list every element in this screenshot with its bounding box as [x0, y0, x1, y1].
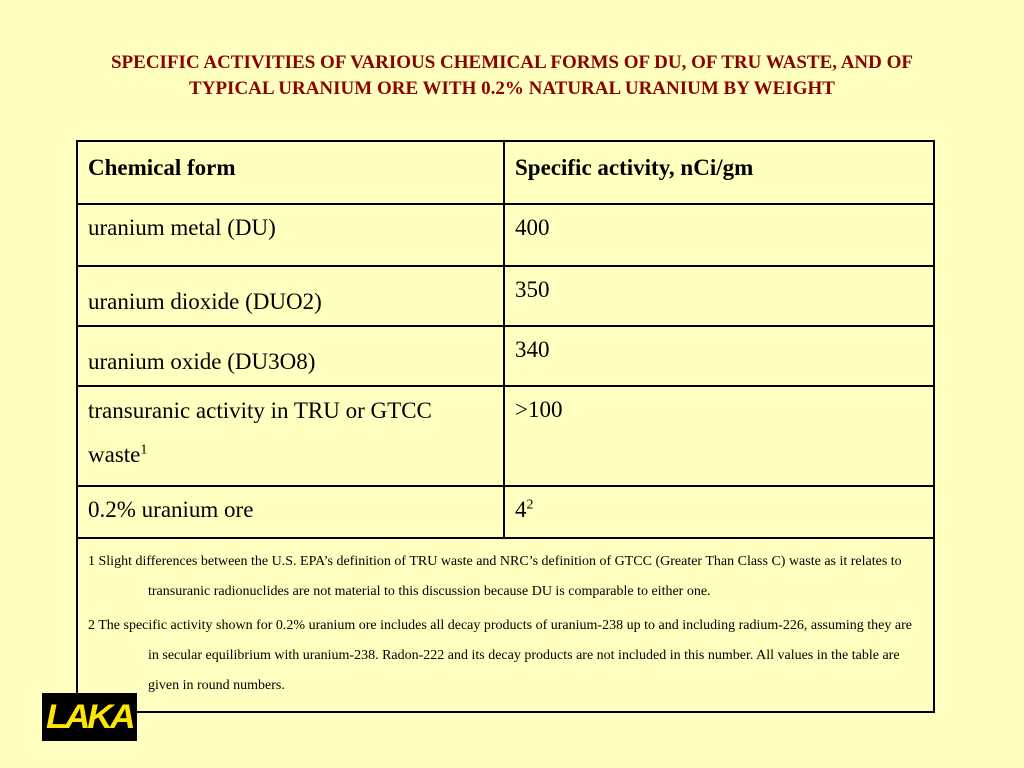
table-row [77, 326, 934, 386]
cell-specific-activity: 350 [504, 266, 934, 326]
cell-specific-activity: >100 [504, 386, 934, 486]
cell-specific-activity [504, 486, 934, 538]
header-chemical-form: Chemical form [77, 141, 504, 204]
table-row [77, 266, 934, 326]
activity-value: 4 [515, 497, 527, 522]
cell-chemical-form: 0.2% uranium ore [77, 486, 504, 538]
laka-logo-text: LAKA [46, 697, 133, 736]
page-title: SPECIFIC ACTIVITIES OF VARIOUS CHEMICAL FORMS OF DU, OF TRU WASTE, AND OF TYPICAL URANIUM ORE WITH 0.2% NATURAL URANIUM BY WEIGHT [110, 52, 913, 99]
table-header-row [77, 141, 934, 204]
notes-cell [77, 538, 934, 712]
table-row [77, 204, 934, 266]
footnote-2: 2 The specific activity shown for 0.2% uranium ore includes all decay products of uranium-238 up to and including radium-226, assuming they are in secular equilibrium with uranium-238. Radon-222 and its decay products are not included in this number. All values in the table are given in round numbers. [88, 618, 912, 693]
laka-logo [42, 693, 137, 741]
chemical-form-text: uranium oxide (DU3O8) [88, 349, 316, 374]
notes-row [77, 538, 934, 712]
table-row [77, 386, 934, 486]
header-specific-activity: Specific activity, nCi/gm [504, 141, 934, 204]
cell-chemical-form [77, 326, 504, 386]
table-row [77, 486, 934, 538]
cell-specific-activity: 340 [504, 326, 934, 386]
footnote-marker-2: 2 [526, 497, 534, 513]
chemical-form-text: transuranic activity in TRU or GTCC waste [88, 398, 432, 467]
cell-specific-activity: 400 [504, 204, 934, 266]
footnote-1: 1 Slight differences between the U.S. EPA’s definition of TRU waste and NRC’s definition of GTCC (Greater Than Class C) waste as it relates to transuranic radionuclides are not material to this discussion because DU is comparable to either one. [88, 554, 902, 599]
footnote-marker-1: 1 [140, 442, 148, 458]
chemical-form-text: uranium dioxide (DUO2) [88, 289, 322, 314]
cell-chemical-form: uranium metal (DU) [77, 204, 504, 266]
activity-table [76, 140, 935, 713]
cell-chemical-form [77, 266, 504, 326]
cell-chemical-form [77, 386, 504, 486]
